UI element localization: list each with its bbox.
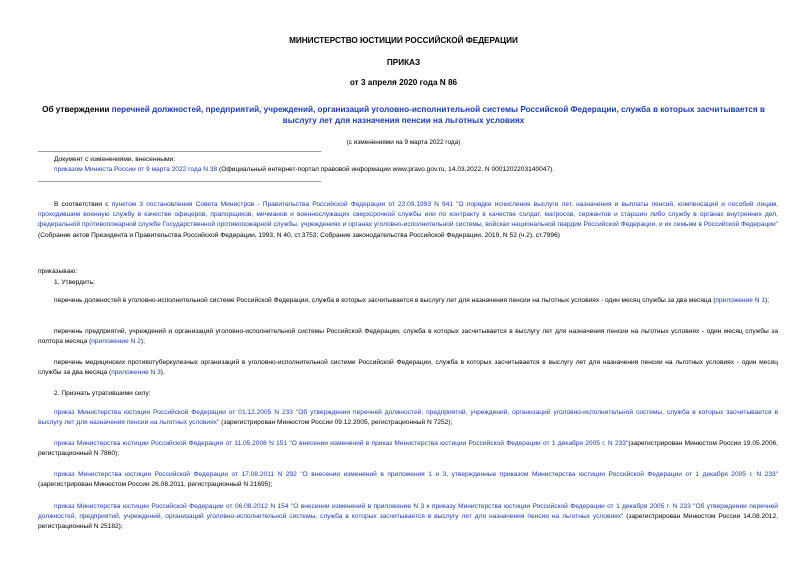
repealed-4 bbox=[38, 502, 778, 533]
list-item-3 bbox=[38, 358, 778, 378]
ministry-heading: МИНИСТЕРСТВО ЮСТИЦИИ РОССИЙСКОЙ ФЕДЕРАЦИИ bbox=[289, 36, 518, 45]
item-2: 2. Признать утратившими силу: bbox=[54, 390, 151, 397]
repealed-4-tail: (зарегистрирован Минюстом России 14.08.2012, регистрационный N 25182); bbox=[38, 513, 778, 531]
repealed-1-tail: (зарегистрирован Минюстом России 09.12.2005, регистрационный N 7252); bbox=[219, 419, 453, 427]
appendix-2-link[interactable]: приложение N 2 bbox=[91, 338, 141, 346]
item-1: 1. Утвердить: bbox=[54, 279, 95, 286]
divider-top bbox=[38, 151, 321, 152]
list-item-3-text: перечень медицинских противотуберкулезных организаций в уголовно-исполнительной системе Российской Федерации, служба в которых засчитывается в выслугу лет для назначения пенсии на льготных условиях - один месяц службы за два месяца ( bbox=[38, 359, 778, 377]
title-prefix: Об утверждении bbox=[42, 105, 112, 114]
list-item-2-end: ); bbox=[140, 338, 145, 346]
repealed-2 bbox=[38, 439, 778, 459]
list-item-2-text: перечень предприятий, учреждений и организаций уголовно-исполнительной системы Российской Федерации, служба в которых засчитывается в выслугу лет для назначения пенсии на льготных условиях - один месяц службы за полтора месяца ( bbox=[38, 328, 778, 346]
list-item-1 bbox=[38, 296, 778, 306]
order-title bbox=[30, 104, 777, 126]
repealed-4-link[interactable]: приказ Министерства юстиции Российской Федерации от 06.08.2012 N 154 "О внесении изменений в приложение N 3 к приказу Министерства юстиции Российской Федерации от 1 декабря 2005 г. N 233 "Об утверждении перечней должностей, предприятий, учреждений, организаций уголовно-исполнительной системы, служба в которых засчитывается в выслугу лет для назначения пенсии на льготных условиях" bbox=[38, 503, 778, 521]
list-item-3-end: ). bbox=[160, 369, 165, 377]
preamble-paragraph bbox=[38, 200, 778, 241]
repealed-3-link[interactable]: приказ Министерства юстиции Российской Федерации от 17.08.2011 N 292 "О внесении изменений в приложения 1 и 3, утвержденные приказом Министерства юстиции Российской Федерации от 1 декабря 2005 г. N 233" bbox=[54, 471, 778, 478]
order-heading: ПРИКАЗ bbox=[386, 58, 421, 67]
amendments-label: Документ с изменениями, внесенными: bbox=[54, 156, 176, 163]
appendix-1-link[interactable]: приложение N 1 bbox=[715, 297, 766, 304]
repealed-2-tail: (зарегистрирован Минюстом России 19.05.2006, регистрационный N 7860); bbox=[38, 440, 778, 458]
title-link[interactable]: перечней должностей, предприятий, учреждений, организаций уголовно-исполнительной системы Российской Федерации, служба в которых засчитывается в выслугу лет для назначения пенсии на льготных условиях bbox=[111, 105, 765, 126]
preamble-link[interactable]: пунктом 3 постановления Совета Министров - Правительства Российской Федерации от 22.09.1993 N 941 "О порядке исчисления выслуги лет, назначения и выплаты пенсий, компенсаций и пособий лицам, проходившим военную службу в качестве офицеров, прапорщиков, мичманов и военнослужащих сверхсрочной службы или по контракту в качестве солдат, матросов, сержантов и старшин либо службу в органах внутренних дел, федеральной противопожарной службе Государственной противопожарной службы, учреждениях и органах уголовно-исполнительной системы, войсках национальной гвардии Российской Федерации, и их семьям в Российской Федерации" bbox=[38, 201, 779, 229]
repealed-1-link[interactable]: приказ Министерства юстиции Российской Федерации от 01.12.2005 N 233 "Об утверждении перечней должностей, предприятий, учреждений, организаций уголовно-исполнительной системы, служба в которых засчитывается в выслугу лет для назначения пенсии на льготных условиях" bbox=[38, 409, 778, 427]
amendment-source: (Официальный интернет-портал правовой информации www.pravo.gov.ru, 14.03.2022, N 0001202203140047). bbox=[217, 166, 555, 174]
amendments-block bbox=[38, 155, 778, 175]
list-item-2 bbox=[38, 327, 778, 347]
list-item-1-end: ); bbox=[765, 297, 770, 304]
repealed-3-tail: (зарегистрирован Минюстом России 26.08.2011, регистрационный N 21695); bbox=[38, 481, 273, 489]
divider-bottom bbox=[38, 181, 321, 182]
repealed-1 bbox=[38, 408, 778, 428]
amendment-link[interactable]: приказом Минюста России от 9 марта 2022 года N 38 bbox=[54, 166, 218, 174]
preamble-intro: В соответствии с bbox=[54, 201, 112, 208]
order-date: от 3 апреля 2020 года N 86 bbox=[349, 78, 458, 87]
appendix-3-link[interactable]: приложение N 3 bbox=[111, 369, 161, 377]
amendments-line bbox=[38, 165, 778, 175]
repealed-3 bbox=[38, 470, 778, 490]
preamble-tail: (Собрание актов Президента и Правительства Российской Федерации, 1993, N 40, ст.3753; Собрание законодательства Российской Федерации, 2019, N 52 (ч.2), ст.7996) bbox=[38, 231, 560, 239]
repealed-2-link[interactable]: приказ Министерства юстиции Российской Федерации от 11.05.2006 N 151 "О внесении изменений в приказ Министерства юстиции Российской Федерации от 1 декабря 2005 г. N 233" bbox=[54, 440, 629, 447]
changes-note: (с изменениями на 9 марта 2022 года) bbox=[346, 139, 461, 146]
order-word: приказываю: bbox=[38, 268, 78, 275]
list-item-1-text: перечень должностей в уголовно-исполнительной системе Российской Федерации, служба в которых засчитывается в выслугу лет для назначения пенсии на льготных условиях - один месяц службы за два месяца ( bbox=[54, 297, 716, 304]
